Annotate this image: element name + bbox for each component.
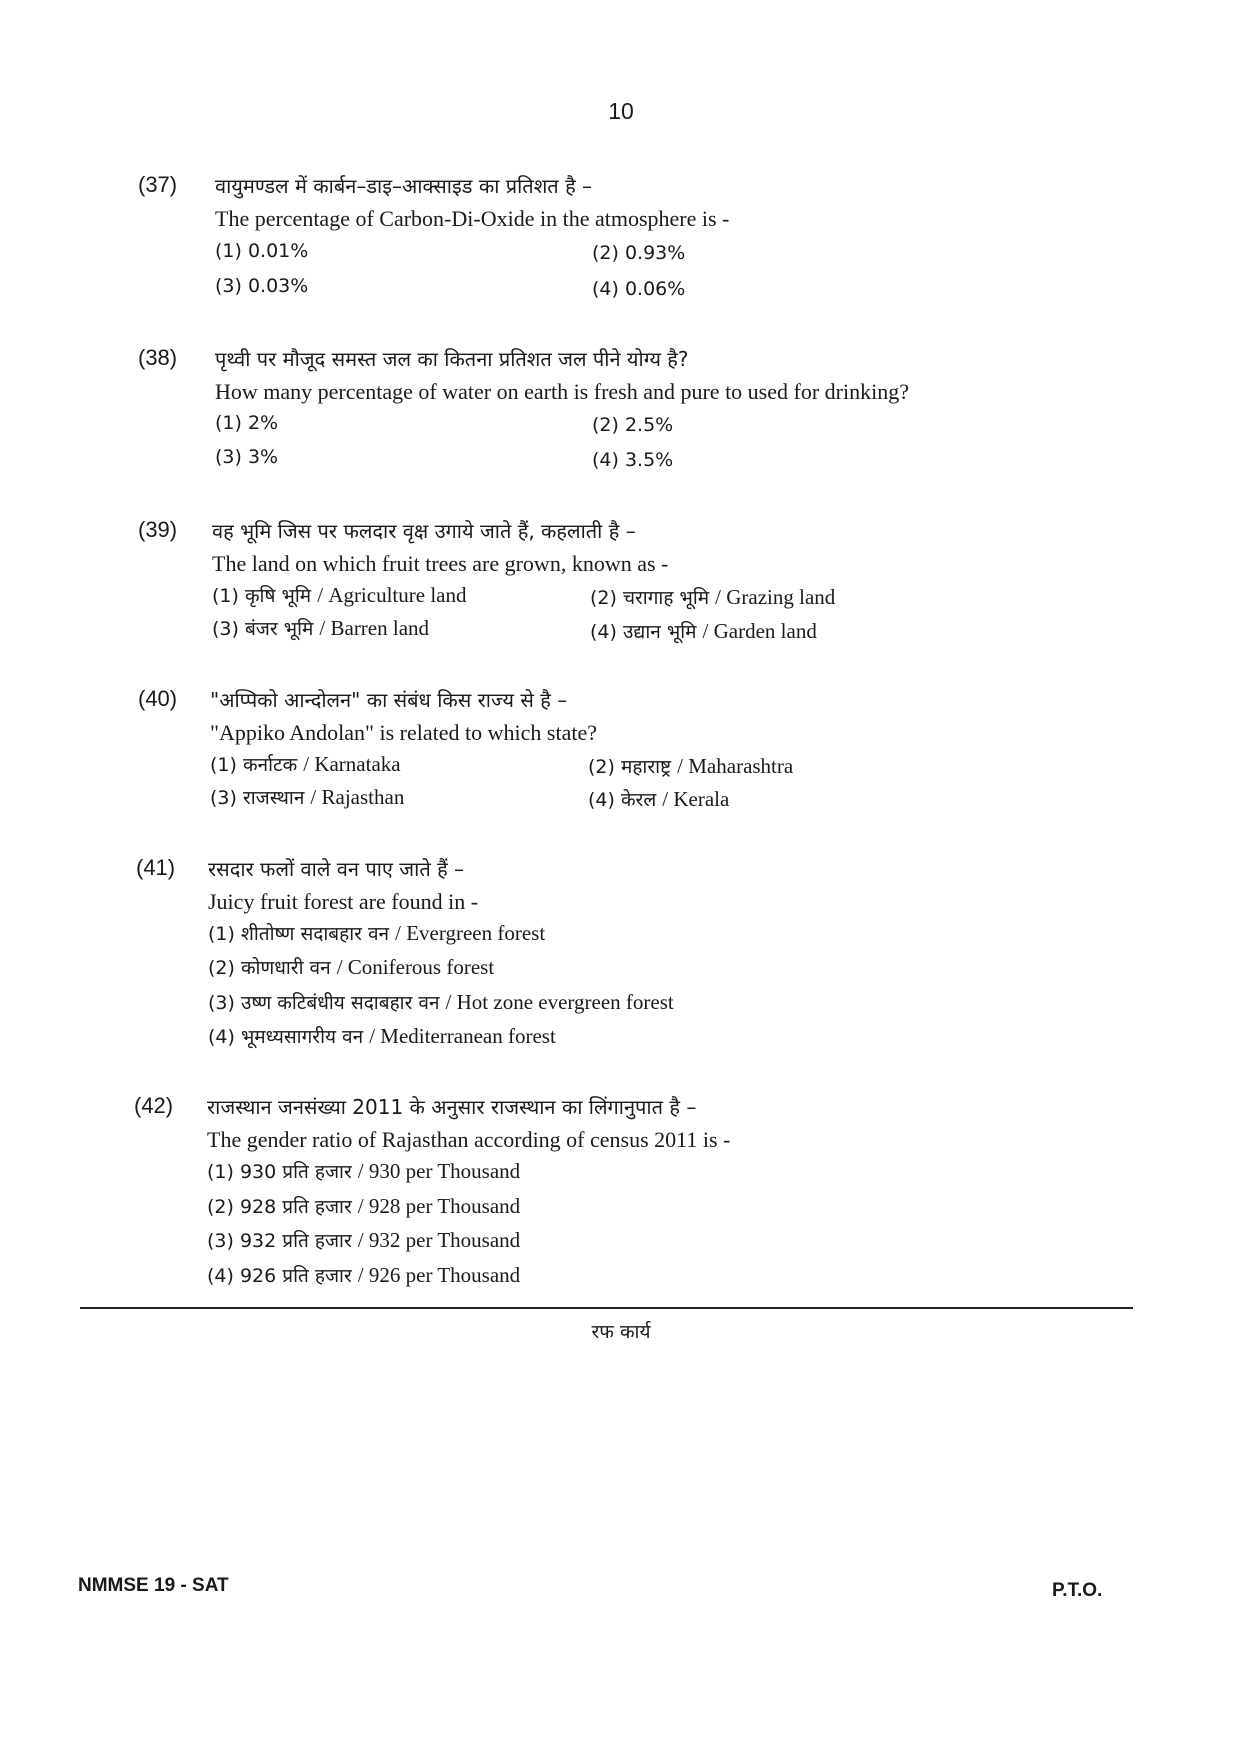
option-english: / Rajasthan [310,785,405,809]
option-4 [207,1262,520,1288]
option-hindi: (1) कर्नाटक [210,754,298,776]
question-text-english: The percentage of Carbon-Di-Oxide in the atmosphere is - [215,206,730,231]
option-hindi: (3) उष्ण कटिबंधीय सदाबहार वन [208,992,440,1014]
option-english: / Hot zone evergreen forest [445,990,674,1014]
question-text-hindi: पृथ्वी पर मौजूद समस्त जल का कितना प्रतिशत जल पीने योग्य है? [215,347,689,371]
option-1 [212,582,466,608]
option-hindi: (4) केरल [588,789,657,811]
option-4: (4) 0.06% [592,278,686,300]
option-hindi: (2) चरागाह भूमि [590,587,710,609]
option-4: (4) 3.5% [592,449,674,471]
option-english: / Maharashtra [677,754,794,778]
question-number: (40) [138,686,178,711]
option-hindi: (4) उद्यान भूमि [590,621,697,643]
option-4 [590,618,817,644]
option-hindi: (1) 930 प्रति हजार [207,1161,352,1183]
question-number: (39) [138,517,178,542]
option-hindi: (1) कृषि भूमि [212,585,312,607]
option-hindi: (3) राजस्थान [210,787,305,809]
question-text-english: The gender ratio of Rajasthan according of census 2011 is - [207,1127,731,1152]
option-2 [208,954,494,980]
option-english: / Coniferous forest [336,955,495,979]
question-text-english: How many percentage of water on earth is fresh and pure to used for drinking? [215,379,909,404]
footer-code: NMMSE 19 - SAT [78,1575,229,1596]
question-text-english: "Appiko Andolan" is related to which state? [210,720,597,745]
option-hindi: (3) बंजर भूमि [212,618,314,640]
option-2: (2) 2.5% [592,414,674,436]
option-3: (3) 0.03% [215,275,309,297]
option-hindi: (3) 932 प्रति हजार [207,1230,352,1252]
option-english: / 930 per Thousand [357,1159,521,1183]
option-hindi: (4) भूमध्यसागरीय वन [208,1026,364,1048]
question-text-hindi: रसदार फलों वाले वन पाए जाते हैं – [208,857,465,881]
option-1: (1) 0.01% [215,240,309,262]
option-english: / 932 per Thousand [357,1228,521,1252]
question-text-english: The land on which fruit trees are grown, known as - [212,551,669,576]
option-3 [210,784,404,810]
option-1 [207,1158,520,1184]
option-3: (3) 3% [215,446,279,468]
option-english: / 928 per Thousand [357,1194,521,1218]
question-text-hindi: वह भूमि जिस पर फलदार वृक्ष उगाये जाते हैं, कहलाती है – [212,519,636,543]
option-english: / Barren land [319,616,430,640]
option-3 [208,989,674,1015]
option-1 [210,751,401,777]
question-text-hindi: वायुमण्डल में कार्बन–डाइ–आक्साइड का प्रतिशत है – [215,174,593,198]
option-hindi: (1) शीतोष्ण सदाबहार वन [208,923,390,945]
option-2 [207,1193,520,1219]
rough-work-label: रफ कार्य [591,1321,651,1343]
option-english: / 926 per Thousand [357,1263,521,1287]
question-text-hindi: "अप्पिको आन्दोलन" का संबंध किस राज्य से है – [210,688,568,712]
option-english: / Garden land [702,619,817,643]
option-hindi: (4) 926 प्रति हजार [207,1265,352,1287]
footer-pto: P.T.O. [1052,1580,1103,1601]
question-text-hindi: राजस्थान जनसंख्या 2011 के अनुसार राजस्थान का लिंगानुपात है – [207,1095,697,1119]
option-english: / Kerala [662,787,730,811]
option-2 [590,584,835,610]
page-number: 10 [608,98,634,124]
option-4 [208,1023,556,1049]
question-number: (37) [138,172,178,197]
option-1 [208,920,545,946]
option-english: / Karnataka [303,752,401,776]
option-2: (2) 0.93% [592,242,686,264]
option-3 [212,615,429,641]
option-2 [588,753,793,779]
question-number: (38) [138,345,178,370]
option-english: / Grazing land [715,585,836,609]
divider-rule [80,1307,1133,1309]
option-3 [207,1227,520,1253]
option-english: / Agriculture land [317,583,467,607]
option-english: / Evergreen forest [395,921,546,945]
question-number: (41) [136,855,176,880]
option-hindi: (2) कोणधारी वन [208,957,331,979]
option-hindi: (2) 928 प्रति हजार [207,1196,352,1218]
question-text-english: Juicy fruit forest are found in - [208,889,479,914]
option-1: (1) 2% [215,412,279,434]
question-number: (42) [134,1093,174,1118]
option-hindi: (2) महाराष्ट्र [588,756,672,778]
option-4 [588,786,729,812]
option-english: / Mediterranean forest [369,1024,556,1048]
